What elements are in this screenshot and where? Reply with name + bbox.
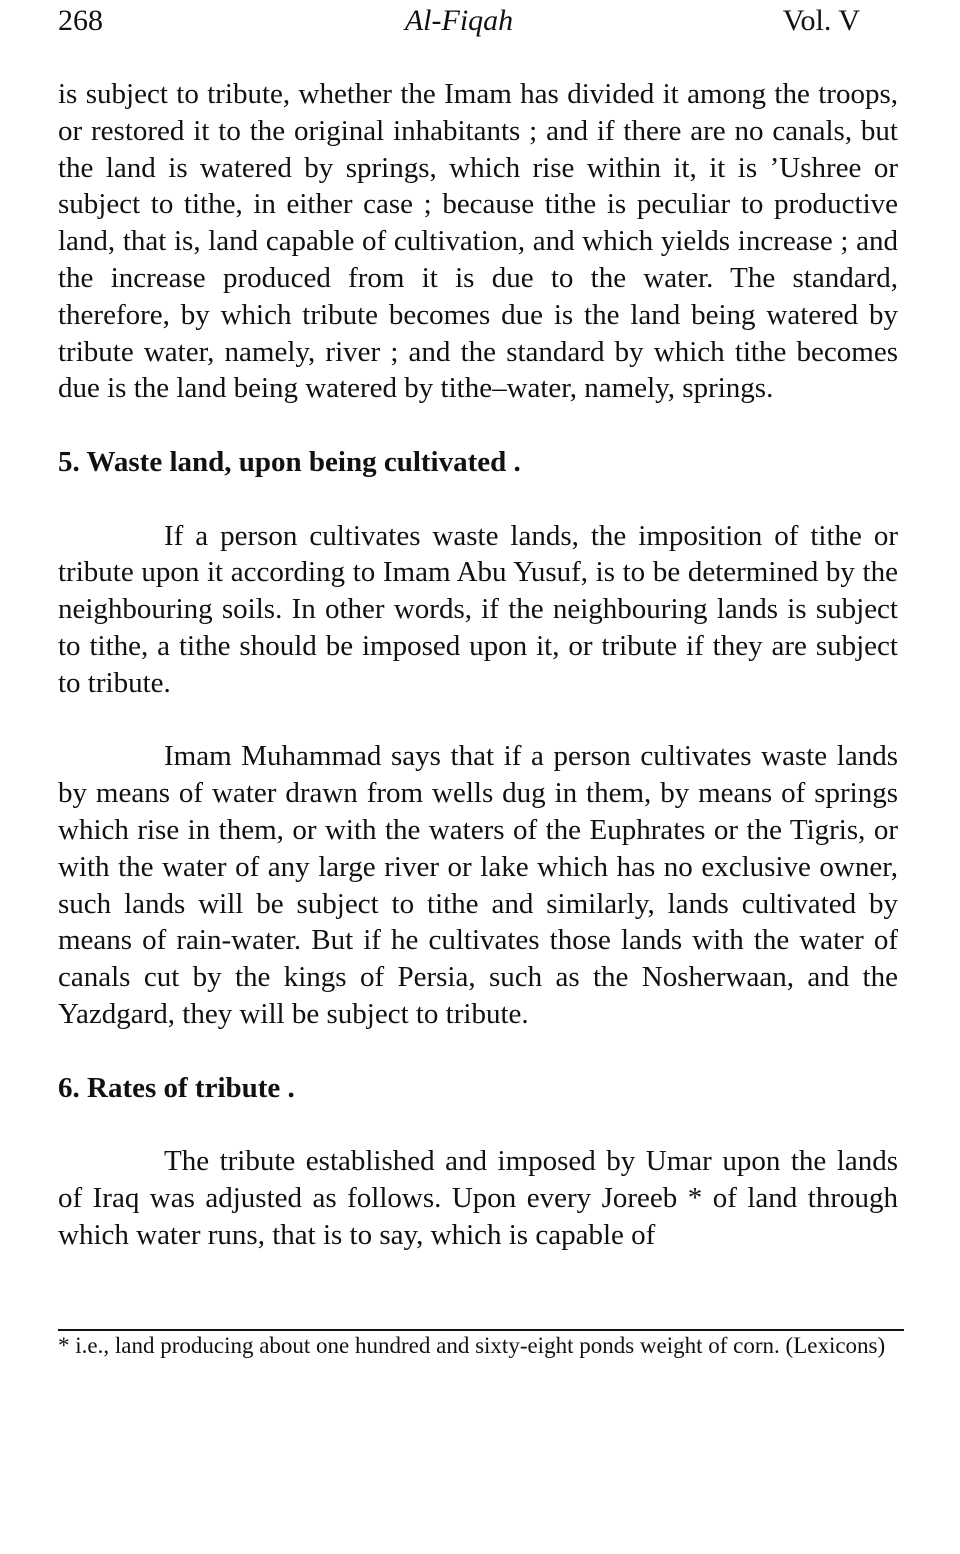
page-number: 268 — [58, 4, 103, 37]
paragraph-3: Imam Muhammad says that if a person cultivates waste lands by means of water drawn from wells dug in them, by means of springs which rise in them, or with the waters of the Euphrates or the Tigris, or with the water of any large river or lake which has no exclusive owner, such lands will be subject to tithe and similarly, lands cultivated by means of rain-water. But if he cultivates those lands with the water of canals cut by the kings of Persia, such as the Nosherwaan, and the Yazdgard, they will be subject to tribute. — [58, 740, 898, 1030]
section-heading-5: 5. Waste land, upon being cultivated . — [58, 445, 521, 478]
page-header — [58, 4, 860, 44]
paragraph-4: The tribute established and imposed by Umar upon the lands of Iraq was adjusted as follows. Upon every Joreeb * of land through which water runs, that is to say, which is capable of — [58, 1145, 898, 1251]
paragraph-1: is subject to tribute, whether the Imam has divided it among the troops, or restored it to the original inhabitants ; and if there are no canals, but the land is watered by springs, which rise within it, it is ’Ushree or subject to tithe, in either case ; because tithe is peculiar to productive land, that is, land capable of cultivation, and which yields increase ; and the increase produced from it is due to the water. The standard, therefore, by which tribute becomes due is the land being watered by tribute water, namely, river ; and the standard by which tithe becomes due is the land being watered by tithe–water, namely, springs. — [58, 78, 898, 405]
footnote: * i.e., land producing about one hundred and sixty-eight ponds weight of corn. (Lexicons) — [58, 1333, 886, 1358]
running-title: Al-Fiqah — [404, 4, 514, 37]
page-body — [58, 76, 898, 1254]
section-heading-6: 6. Rates of tribute . — [58, 1071, 295, 1104]
paragraph-2: If a person cultivates waste lands, the imposition of tithe or tribute upon it according to Imam Abu Yusuf, is to be determined by the neighbouring soils. In other words, if the neighbouring lands is subject to tithe, a tithe should be imposed upon it, or tribute if they are subject to tribute. — [58, 519, 898, 699]
volume-label: Vol. V — [782, 4, 860, 37]
